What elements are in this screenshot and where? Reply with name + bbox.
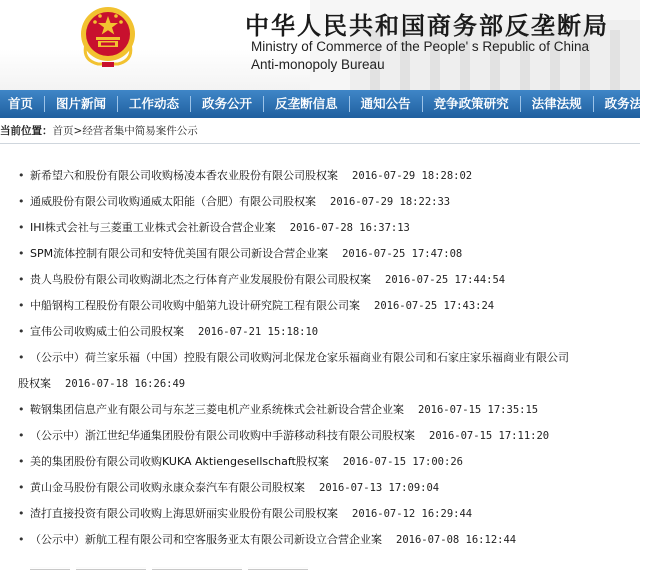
case-title-link[interactable]: 渣打直接投资有限公司收购上海思妍丽实业股份有限公司股权案 — [30, 507, 338, 520]
site-subtitle-en: Anti-monopoly Bureau — [251, 57, 385, 72]
site-title-cn: 中华人民共和国商务部反垄断局 — [245, 11, 609, 40]
case-date: 2016-07-28 16:37:13 — [289, 222, 410, 234]
nav-item-regulations[interactable]: 政务法规 — [604, 96, 655, 111]
bullet-icon: • — [18, 533, 25, 546]
bullet-icon: • — [18, 299, 25, 312]
list-item[interactable] — [18, 475, 640, 501]
nav-item-notices[interactable]: 通知公告 — [360, 96, 411, 111]
case-title-link[interactable]: 通威股份有限公司收购通威太阳能（合肥）有限公司股权案 — [30, 195, 316, 208]
breadcrumb — [0, 121, 640, 141]
case-date: 2016-07-29 18:28:02 — [352, 170, 473, 182]
nav-item-government-affairs[interactable]: 政务公开 — [202, 96, 253, 111]
case-title-continuation[interactable]: 股权案 — [18, 377, 51, 390]
nav-item-work-updates[interactable]: 工作动态 — [129, 96, 180, 111]
bullet-icon: • — [18, 221, 25, 234]
list-item[interactable] — [18, 527, 640, 553]
list-item[interactable] — [18, 163, 640, 189]
site-header — [0, 0, 640, 90]
nav-divider — [349, 96, 350, 112]
case-title-link[interactable]: 黄山金马股份有限公司收购永康众泰汽车有限公司股权案 — [30, 481, 305, 494]
case-date: 2016-07-29 18:22:33 — [330, 196, 451, 208]
list-item[interactable] — [18, 423, 640, 449]
bullet-icon: • — [18, 195, 25, 208]
bullet-icon: • — [18, 247, 25, 260]
bullet-icon: • — [18, 169, 25, 182]
breadcrumb-separator: > — [73, 125, 83, 137]
nav-item-photo-news[interactable]: 图片新闻 — [56, 96, 107, 111]
national-emblem-icon — [78, 4, 138, 70]
case-list — [18, 163, 640, 553]
nav-item-laws[interactable]: 法律法规 — [531, 96, 582, 111]
list-item[interactable] — [18, 501, 640, 527]
case-title-link[interactable]: 美的集团股份有限公司收购KUKA Aktiengesellschaft股权案 — [30, 455, 329, 468]
content-divider — [0, 143, 640, 144]
bullet-icon: • — [18, 403, 25, 416]
case-date: 2016-07-25 17:43:24 — [374, 300, 495, 312]
case-title-link[interactable]: 新希望六和股份有限公司收购杨凌本香农业股份有限公司股权案 — [30, 169, 338, 182]
case-title-link[interactable]: IHI株式会社与三菱重工业株式会社新设合营企业案 — [30, 221, 276, 234]
nav-divider — [593, 96, 594, 112]
case-date: 2016-07-15 17:11:20 — [429, 430, 550, 442]
bullet-icon: • — [18, 455, 25, 468]
main-nav — [0, 90, 655, 118]
case-date: 2016-07-25 17:47:08 — [342, 248, 463, 260]
nav-divider — [190, 96, 191, 112]
list-item[interactable] — [18, 241, 640, 267]
case-date: 2016-07-25 17:44:54 — [385, 274, 506, 286]
breadcrumb-label: 当前位置： — [0, 125, 53, 137]
case-title-link[interactable]: （公示中）浙江世纪华通集团股份有限公司收购中手游移动科技有限公司股权案 — [30, 429, 415, 442]
bullet-icon: • — [18, 481, 25, 494]
nav-divider — [422, 96, 423, 112]
list-item[interactable] — [18, 345, 646, 397]
nav-divider — [117, 96, 118, 112]
list-item[interactable] — [18, 397, 640, 423]
list-item[interactable] — [18, 267, 640, 293]
nav-item-competition-policy[interactable]: 竞争政策研究 — [433, 96, 509, 111]
nav-divider — [263, 96, 264, 112]
bullet-icon: • — [18, 351, 25, 364]
bullet-icon: • — [18, 325, 25, 338]
bullet-icon: • — [18, 429, 25, 442]
case-date: 2016-07-18 16:26:49 — [65, 378, 186, 390]
nav-divider — [44, 96, 45, 112]
bottom-fade — [0, 552, 640, 569]
case-date: 2016-07-13 17:09:04 — [319, 482, 440, 494]
nav-divider — [520, 96, 521, 112]
nav-item-antitrust-info[interactable]: 反垄断信息 — [275, 96, 338, 111]
case-title-link[interactable]: 宣伟公司收购威士伯公司股权案 — [30, 325, 184, 338]
list-item[interactable] — [18, 319, 640, 345]
list-item[interactable] — [18, 293, 640, 319]
case-title-link[interactable]: 贵人鸟股份有限公司收购湖北杰之行体育产业发展股份有限公司股权案 — [30, 273, 371, 286]
case-title-link[interactable]: 中船钢构工程股份有限公司收购中船第九设计研究院工程有限公司案 — [30, 299, 360, 312]
list-item[interactable] — [18, 189, 640, 215]
list-item[interactable] — [18, 449, 640, 475]
case-date: 2016-07-15 17:35:15 — [418, 404, 539, 416]
breadcrumb-home-link[interactable]: 首页 — [52, 125, 74, 137]
breadcrumb-current[interactable]: 经营者集中简易案件公示 — [82, 125, 198, 137]
case-title-link[interactable]: SPM流体控制有限公司和安特优美国有限公司新设合营企业案 — [30, 247, 329, 260]
case-date: 2016-07-12 16:29:44 — [352, 508, 473, 520]
case-date: 2016-07-08 16:12:44 — [396, 534, 517, 546]
case-title-link[interactable]: （公示中）新航工程有限公司和空客服务亚太有限公司新设立合营企业案 — [30, 533, 382, 546]
site-title-en: Ministry of Commerce of the People' s Republic of China — [251, 39, 589, 54]
list-item[interactable] — [18, 215, 640, 241]
bullet-icon: • — [18, 273, 25, 286]
case-title-link[interactable]: 鞍钢集团信息产业有限公司与东芝三菱电机产业系统株式会社新设合营企业案 — [30, 403, 404, 416]
nav-item-home[interactable]: 首页 — [8, 96, 34, 111]
case-title-link[interactable]: （公示中）荷兰家乐福（中国）控股有限公司收购河北保龙仓家乐福商业有限公司和石家庄家乐福商业有限公司 — [30, 351, 569, 364]
bullet-icon: • — [18, 507, 25, 520]
case-date: 2016-07-21 15:18:10 — [198, 326, 319, 338]
case-date: 2016-07-15 17:00:26 — [342, 456, 463, 468]
